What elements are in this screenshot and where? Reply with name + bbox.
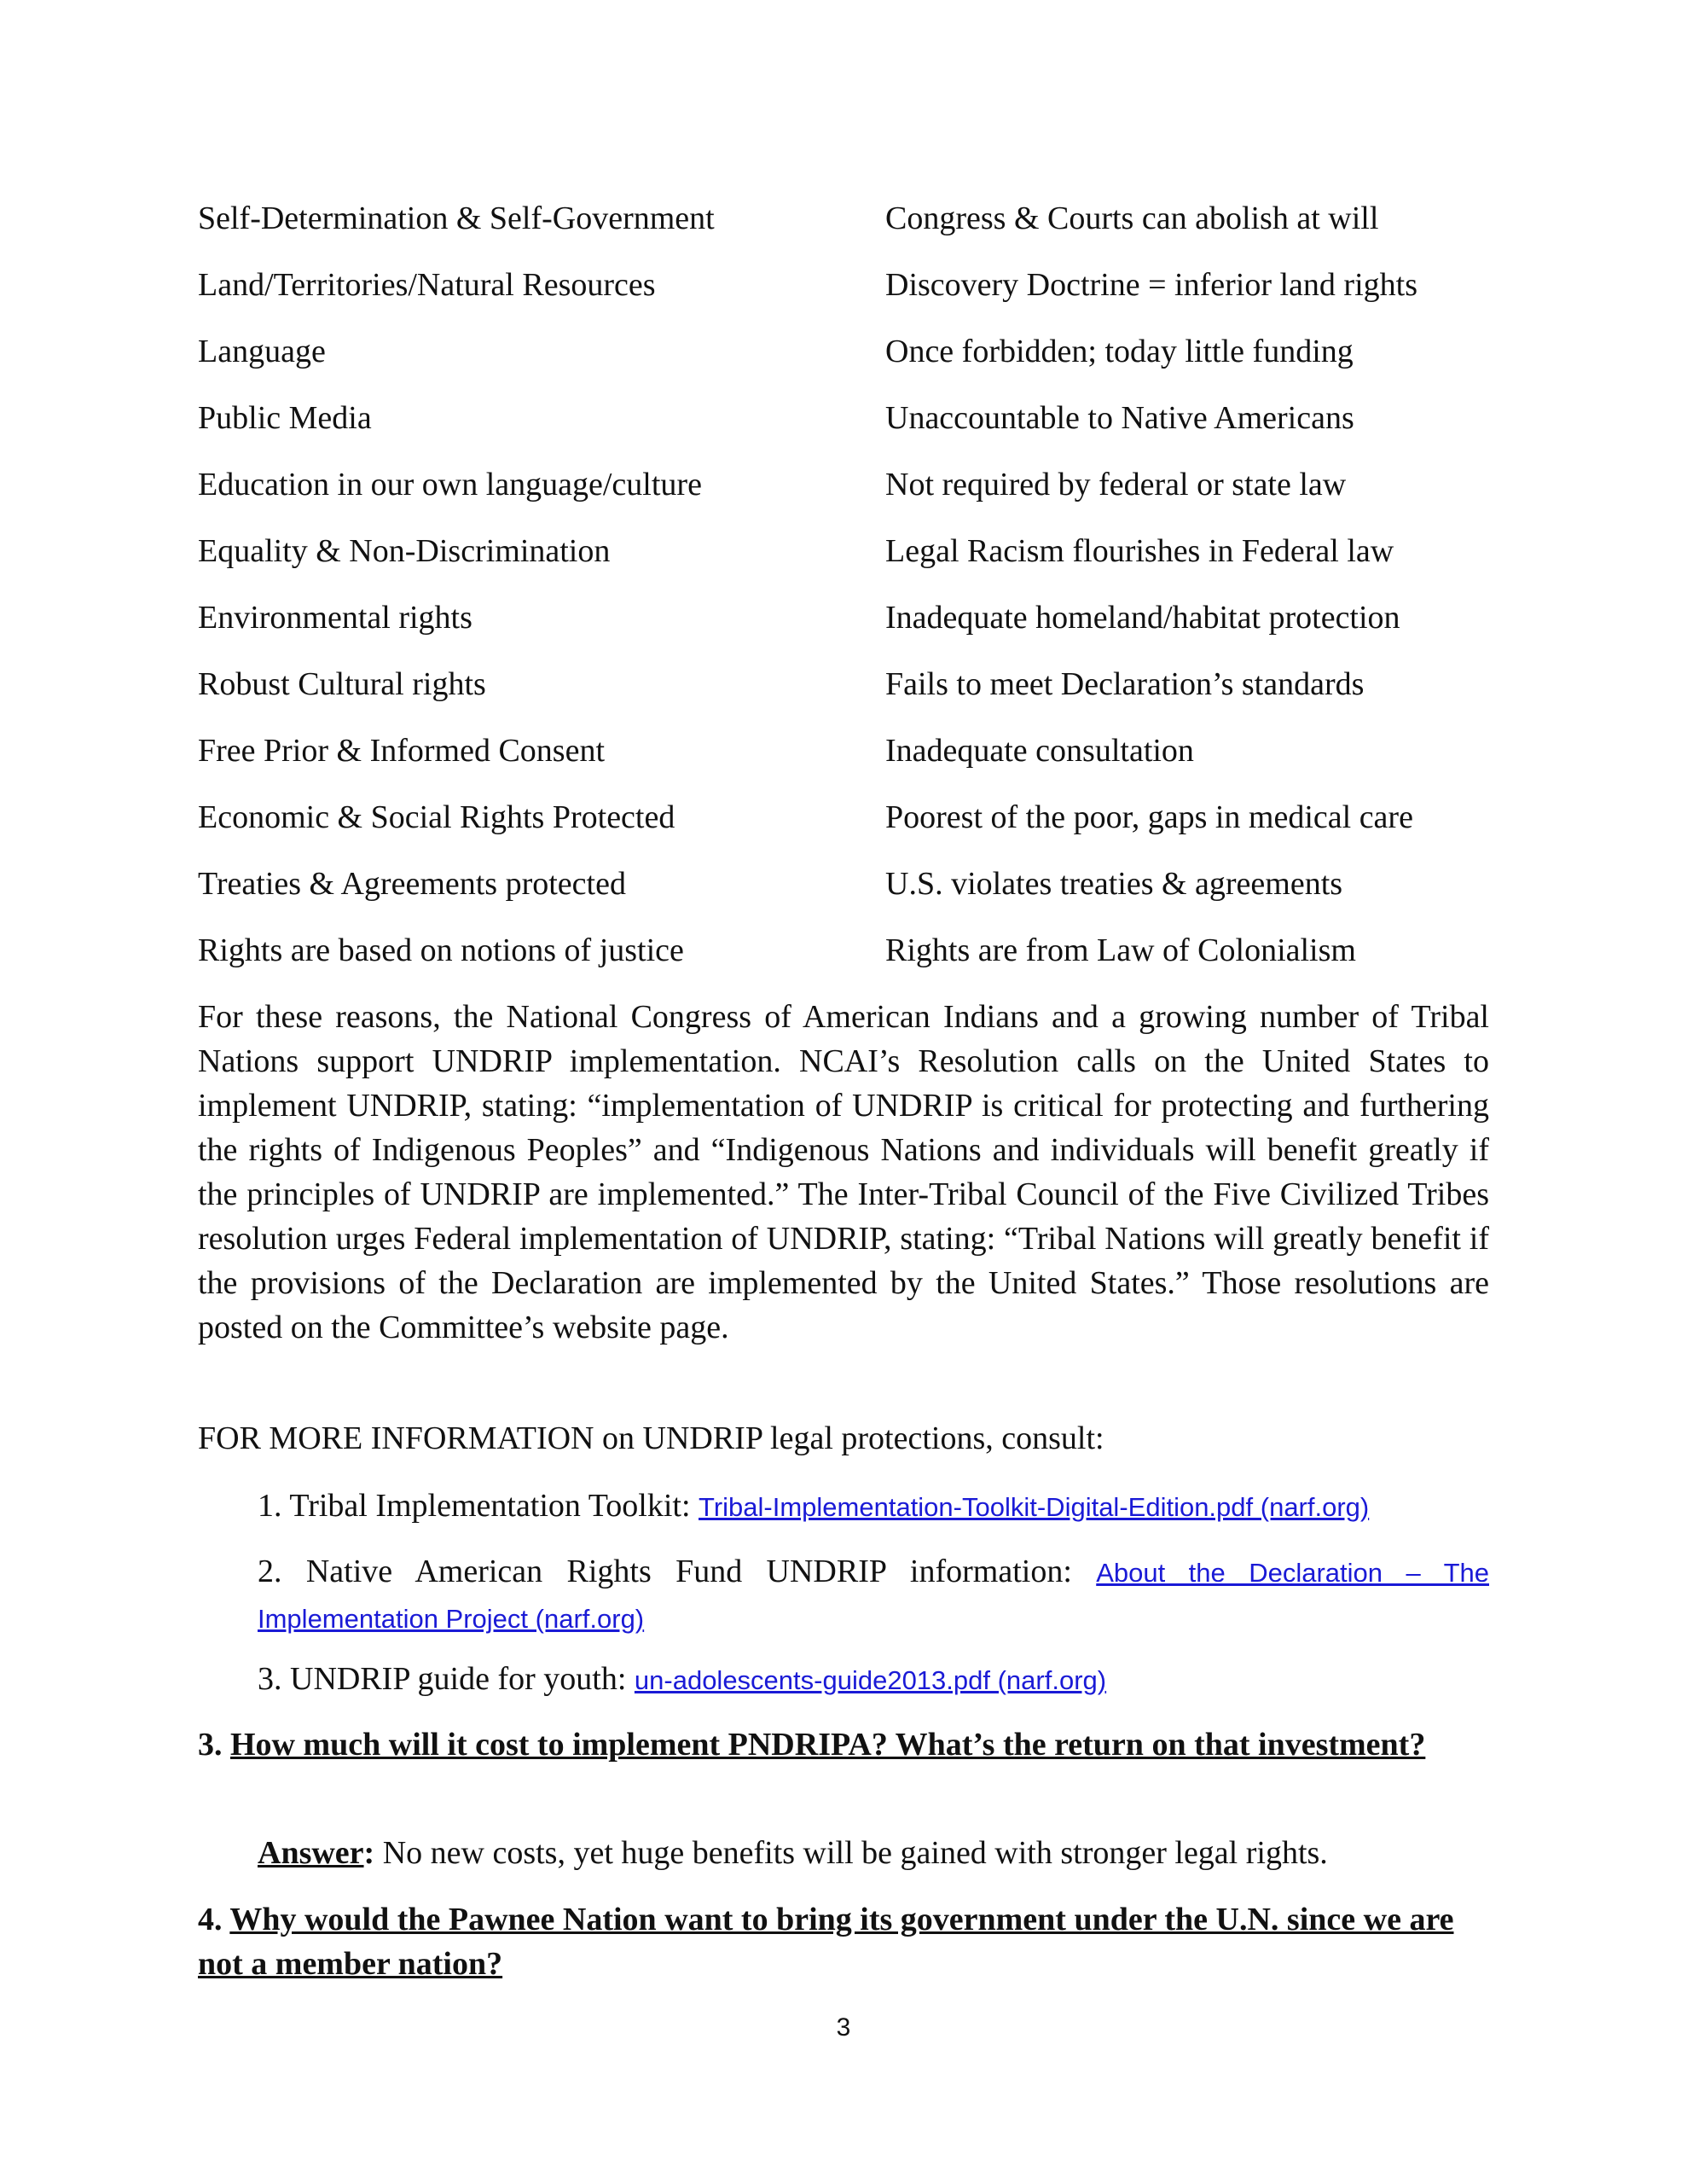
us-status: Once forbidden; today little funding [885,334,1354,369]
resource-list-item [258,1484,1489,1530]
table-row [198,662,1494,729]
declaration-right: Public Media [198,400,372,436]
declaration-right: Self-Determination & Self-Government [198,200,715,236]
page-number: 3 [836,2013,851,2042]
us-status: U.S. violates treaties & agreements [885,866,1343,902]
question-4-heading [198,1897,1469,1986]
declaration-right: Education in our own language/culture [198,467,702,502]
table-row [198,595,1494,662]
declaration-link[interactable]: About the Declaration – The Implementation Project (narf.org) [258,1558,1489,1634]
us-status: Congress & Courts can abolish at will [885,200,1379,236]
answer-label: Answer [258,1835,364,1871]
answer-text: No new costs, yet huge benefits will be gained with stronger legal rights. [374,1835,1328,1871]
table-row [198,862,1494,928]
declaration-right: Environmental rights [198,600,472,636]
resource-list-item [258,1657,1489,1703]
resource-list-item [258,1549,1489,1641]
declaration-right: Treaties & Agreements protected [198,866,626,902]
table-row [198,263,1494,329]
us-status: Inadequate consultation [885,733,1194,769]
declaration-right: Language [198,334,326,369]
resource-label: 1. Tribal Implementation Toolkit: [258,1488,699,1524]
table-row [198,329,1494,396]
us-status: Legal Racism flourishes in Federal law [885,533,1394,569]
us-status: Unaccountable to Native Americans [885,400,1354,436]
table-row [198,795,1494,862]
us-status: Not required by federal or state law [885,467,1347,502]
table-row [198,928,1494,995]
us-status: Inadequate homeland/habitat protection [885,600,1400,636]
rights-comparison-table [198,196,1494,995]
body-paragraph: For these reasons, the National Congress of American Indians and a growing number of Tribal Nations support UNDRIP implementation. NCAI’s Resolution calls on the United States to implement UNDRIP, stating: “implementation of UNDRIP is critical for protecting and furthering the rights of Indigenous Peoples” and “Indigenous Nations and individuals will benefit greatly if the principles of UNDRIP are implemented.” The Inter-Tribal Council of the Five Civilized Tribes resolution urges Federal implementation of UNDRIP, stating: “Tribal Nations will greatly benefit if the provisions of the Declaration are implemented by the United States.” Those resolutions are posted on the Committee’s website page. [198,999,1489,1345]
question-number: 4. [198,1902,230,1937]
question-text: How much will it cost to implement PNDRIPA? What’s the return on that investment? [230,1727,1426,1763]
declaration-right: Equality & Non-Discrimination [198,533,611,569]
youth-guide-link[interactable]: un-adolescents-guide2013.pdf (narf.org) [634,1665,1107,1695]
resource-label: 2. Native American Rights Fund UNDRIP information: [258,1554,1097,1589]
us-status: Rights are from Law of Colonialism [885,932,1356,968]
us-status: Poorest of the poor, gaps in medical care [885,799,1413,835]
more-info-heading: FOR MORE INFORMATION on UNDRIP legal protections, consult: [198,1420,1104,1456]
answer-line [258,1831,1328,1875]
declaration-right: Economic & Social Rights Protected [198,799,675,835]
question-3-heading [198,1722,1489,1767]
us-status: Discovery Doctrine = inferior land rights [885,267,1417,303]
table-row [198,196,1494,263]
us-status: Fails to meet Declaration’s standards [885,666,1365,702]
declaration-right: Land/Territories/Natural Resources [198,267,656,303]
table-row [198,462,1494,529]
declaration-right: Robust Cultural rights [198,666,486,702]
question-text: Why would the Pawnee Nation want to bring its government under the U.N. since we are not a member nation? [198,1902,1454,1982]
declaration-right: Rights are based on notions of justice [198,932,684,968]
table-row [198,529,1494,595]
declaration-right: Free Prior & Informed Consent [198,733,606,769]
answer-colon: : [363,1835,375,1871]
question-number: 3. [198,1727,230,1763]
resource-label: 3. UNDRIP guide for youth: [258,1661,635,1697]
table-row [198,396,1494,462]
toolkit-link[interactable]: Tribal-Implementation-Toolkit-Digital-Edition.pdf (narf.org) [699,1492,1370,1522]
table-row [198,729,1494,795]
